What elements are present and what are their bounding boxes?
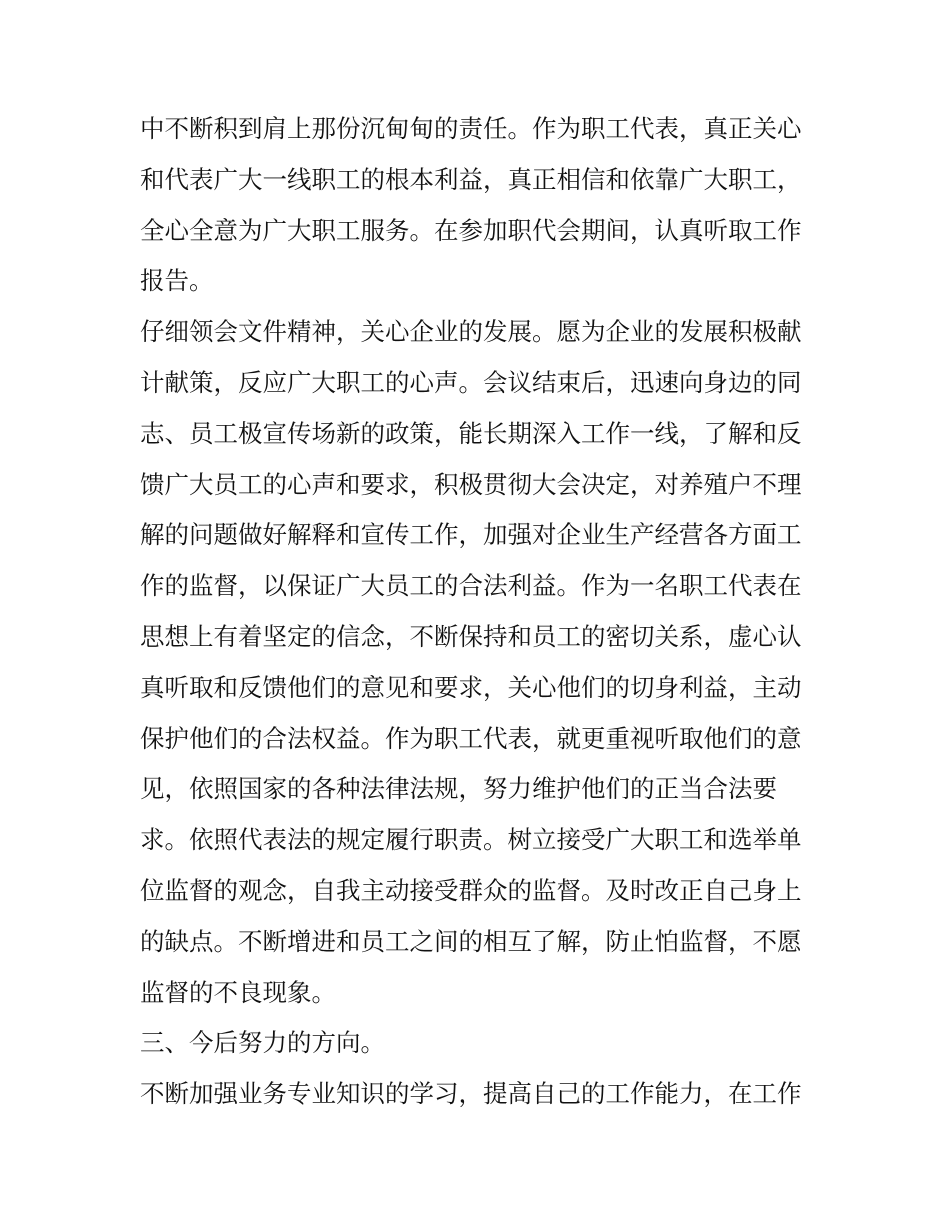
text-line: 见，依照国家的各种法律法规，努力维护他们的正当合法要 xyxy=(140,774,777,804)
text-line: 监督的不良现象。 xyxy=(140,977,336,1007)
text-line: 求。依照代表法的规定履行职责。树立接受广大职工和选举单 xyxy=(140,825,802,855)
text-line: 位监督的观念，自我主动接受群众的监督。及时改正自己身上 xyxy=(140,875,802,905)
text-line: 解的问题做好解释和宣传工作，加强对企业生产经营各方面工 xyxy=(140,520,802,550)
text-line: 的缺点。不断增进和员工之间的相互了解，防止怕监督，不愿 xyxy=(140,926,802,956)
text-line: 志、员工极宣传场新的政策，能长期深入工作一线，了解和反 xyxy=(140,418,802,448)
text-line: 计献策，反应广大职工的心声。会议结束后，迅速向身边的同 xyxy=(140,367,802,397)
text-line: 不断加强业务专业知识的学习，提高自己的工作能力，在工作 xyxy=(140,1079,802,1109)
text-line: 真听取和反馈他们的意见和要求，关心他们的切身利益，主动 xyxy=(140,672,802,702)
text-line: 作的监督，以保证广大员工的合法利益。作为一名职工代表在 xyxy=(140,571,802,601)
text-line: 报告。 xyxy=(140,266,214,296)
text-line: 馈广大员工的心声和要求，积极贯彻大会决定，对养殖户不理 xyxy=(140,469,802,499)
body-text xyxy=(140,104,820,1120)
text-line: 全心全意为广大职工服务。在参加职代会期间，认真听取工作 xyxy=(140,215,802,245)
text-line: 中不断积到肩上那份沉甸甸的责任。作为职工代表，真正关心 xyxy=(140,114,802,143)
section-heading: 三、今后努力的方向。 xyxy=(140,1028,385,1058)
text-line: 保护他们的合法权益。作为职工代表，就更重视听取他们的意 xyxy=(140,723,802,753)
text-line: 和代表广大一线职工的根本利益，真正相信和依靠广大职工， xyxy=(140,164,802,194)
text-line: 思想上有着坚定的信念，不断保持和员工的密切关系，虚心认 xyxy=(140,621,802,651)
text-line: 仔细领会文件精神，关心企业的发展。愿为企业的发展积极献 xyxy=(140,317,802,347)
